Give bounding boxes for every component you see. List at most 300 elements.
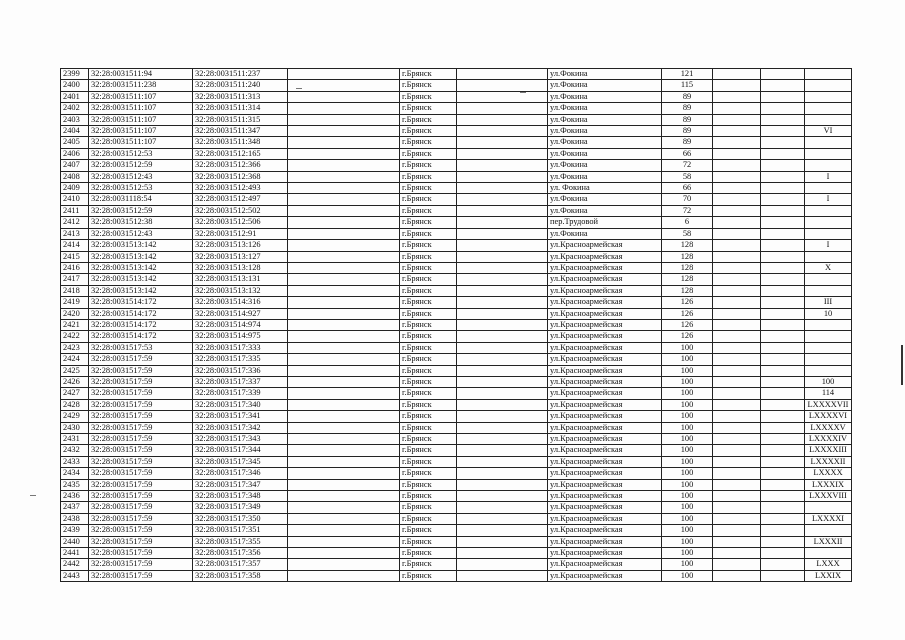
cell-city: г.Брянск	[400, 445, 457, 456]
table-row	[61, 399, 852, 410]
cell-premises-number	[805, 160, 852, 171]
cell-row-number: 2439	[61, 525, 89, 536]
cell-object-cadastral-number: 32:28:0031517:342	[193, 422, 288, 433]
cell-row-number: 2407	[61, 160, 89, 171]
cell-land-cadastral-number: 32:28:0031514:172	[89, 308, 193, 319]
cell-blank-col-c	[713, 148, 761, 159]
cell-blank-col-a	[288, 91, 400, 102]
cell-land-cadastral-number: 32:28:0031511:107	[89, 137, 193, 148]
cell-blank-col-b	[457, 297, 548, 308]
cell-blank-col-b	[457, 274, 548, 285]
cell-land-cadastral-number: 32:28:0031512:59	[89, 160, 193, 171]
cell-blank-col-c	[713, 171, 761, 182]
cell-city: г.Брянск	[400, 114, 457, 125]
cell-premises-number: LXXX	[805, 559, 852, 570]
cell-row-number: 2440	[61, 536, 89, 547]
cell-land-cadastral-number: 32:28:0031511:107	[89, 126, 193, 137]
cell-premises-number	[805, 331, 852, 342]
cell-row-number: 2416	[61, 262, 89, 273]
cell-house-number: 89	[662, 114, 713, 125]
cell-premises-number	[805, 103, 852, 114]
cell-street: ул.Красноармейская	[548, 434, 662, 445]
cell-premises-number: 10	[805, 308, 852, 319]
cell-blank-col-a	[288, 342, 400, 353]
cell-land-cadastral-number: 32:28:0031517:59	[89, 434, 193, 445]
cell-row-number: 2430	[61, 422, 89, 433]
cell-street: ул.Фокина	[548, 205, 662, 216]
table-row	[61, 126, 852, 137]
cell-blank-col-a	[288, 114, 400, 125]
cell-object-cadastral-number: 32:28:0031512:366	[193, 160, 288, 171]
table-row	[61, 513, 852, 524]
table-row	[61, 456, 852, 467]
cell-house-number: 100	[662, 536, 713, 547]
cell-object-cadastral-number: 32:28:0031514:975	[193, 331, 288, 342]
cell-blank-col-b	[457, 388, 548, 399]
cell-row-number: 2413	[61, 228, 89, 239]
cell-land-cadastral-number: 32:28:0031517:59	[89, 468, 193, 479]
cell-row-number: 2414	[61, 240, 89, 251]
cell-street: ул.Красноармейская	[548, 399, 662, 410]
cell-street: ул. Фокина	[548, 183, 662, 194]
cell-house-number: 66	[662, 148, 713, 159]
cell-blank-col-a	[288, 69, 400, 80]
cell-row-number: 2434	[61, 468, 89, 479]
cell-blank-col-a	[288, 376, 400, 387]
cell-premises-number: LXXXII	[805, 536, 852, 547]
cell-premises-number: LXXIX	[805, 570, 852, 581]
cell-house-number: 100	[662, 422, 713, 433]
cell-city: г.Брянск	[400, 502, 457, 513]
cell-city: г.Брянск	[400, 365, 457, 376]
cell-blank-col-c	[713, 354, 761, 365]
cell-blank-col-c	[713, 205, 761, 216]
cell-object-cadastral-number: 32:28:0031517:350	[193, 513, 288, 524]
cell-blank-col-d	[761, 114, 805, 125]
cell-land-cadastral-number: 32:28:0031517:59	[89, 570, 193, 581]
cell-blank-col-a	[288, 148, 400, 159]
cell-city: г.Брянск	[400, 411, 457, 422]
cell-blank-col-a	[288, 399, 400, 410]
cell-blank-col-b	[457, 137, 548, 148]
table-row	[61, 525, 852, 536]
cell-land-cadastral-number: 32:28:0031517:59	[89, 502, 193, 513]
cell-street: ул.Красноармейская	[548, 468, 662, 479]
cell-row-number: 2415	[61, 251, 89, 262]
cell-blank-col-c	[713, 525, 761, 536]
cell-row-number: 2404	[61, 126, 89, 137]
cell-object-cadastral-number: 32:28:0031517:357	[193, 559, 288, 570]
cell-blank-col-b	[457, 548, 548, 559]
cell-blank-col-d	[761, 160, 805, 171]
cell-blank-col-d	[761, 148, 805, 159]
cell-premises-number	[805, 228, 852, 239]
cell-object-cadastral-number: 32:28:0031517:340	[193, 399, 288, 410]
cell-blank-col-c	[713, 570, 761, 581]
cell-object-cadastral-number: 32:28:0031514:974	[193, 319, 288, 330]
cell-street: ул.Красноармейская	[548, 354, 662, 365]
cell-row-number: 2426	[61, 376, 89, 387]
cell-city: г.Брянск	[400, 160, 457, 171]
cell-row-number: 2429	[61, 411, 89, 422]
cell-city: г.Брянск	[400, 228, 457, 239]
cell-object-cadastral-number: 32:28:0031517:347	[193, 479, 288, 490]
cell-premises-number: I	[805, 194, 852, 205]
cell-street: ул.Фокина	[548, 69, 662, 80]
table-row	[61, 468, 852, 479]
cell-house-number: 126	[662, 297, 713, 308]
cell-object-cadastral-number: 32:28:0031511:313	[193, 91, 288, 102]
cell-street: ул.Красноармейская	[548, 479, 662, 490]
cell-blank-col-c	[713, 376, 761, 387]
cell-blank-col-c	[713, 319, 761, 330]
cell-object-cadastral-number: 32:28:0031513:127	[193, 251, 288, 262]
cell-house-number: 100	[662, 468, 713, 479]
cell-house-number: 72	[662, 205, 713, 216]
cell-blank-col-c	[713, 559, 761, 570]
cell-blank-col-d	[761, 354, 805, 365]
cell-blank-col-c	[713, 262, 761, 273]
cell-land-cadastral-number: 32:28:0031517:59	[89, 388, 193, 399]
cell-city: г.Брянск	[400, 126, 457, 137]
cell-blank-col-c	[713, 285, 761, 296]
cell-city: г.Брянск	[400, 103, 457, 114]
cell-blank-col-a	[288, 274, 400, 285]
cell-blank-col-c	[713, 342, 761, 353]
table-row	[61, 548, 852, 559]
cell-blank-col-b	[457, 342, 548, 353]
cell-blank-col-c	[713, 103, 761, 114]
cell-house-number: 100	[662, 479, 713, 490]
cell-blank-col-b	[457, 445, 548, 456]
cell-blank-col-a	[288, 388, 400, 399]
cell-blank-col-c	[713, 297, 761, 308]
cell-city: г.Брянск	[400, 548, 457, 559]
cell-row-number: 2418	[61, 285, 89, 296]
cell-land-cadastral-number: 32:28:0031517:59	[89, 536, 193, 547]
cell-premises-number	[805, 148, 852, 159]
table-row	[61, 251, 852, 262]
table-row	[61, 285, 852, 296]
cell-blank-col-a	[288, 365, 400, 376]
cell-city: г.Брянск	[400, 342, 457, 353]
cell-row-number: 2406	[61, 148, 89, 159]
cell-object-cadastral-number: 32:28:0031517:337	[193, 376, 288, 387]
scan-speck	[520, 92, 526, 93]
cell-object-cadastral-number: 32:28:0031512:502	[193, 205, 288, 216]
cell-blank-col-b	[457, 240, 548, 251]
cell-blank-col-b	[457, 422, 548, 433]
cell-street: ул.Фокина	[548, 194, 662, 205]
cell-house-number: 100	[662, 570, 713, 581]
cell-object-cadastral-number: 32:28:0031513:131	[193, 274, 288, 285]
cell-street: ул.Фокина	[548, 148, 662, 159]
cell-house-number: 100	[662, 548, 713, 559]
cell-blank-col-a	[288, 126, 400, 137]
cell-blank-col-d	[761, 570, 805, 581]
cell-object-cadastral-number: 32:28:0031514:316	[193, 297, 288, 308]
cell-blank-col-c	[713, 468, 761, 479]
table-row	[61, 491, 852, 502]
cell-city: г.Брянск	[400, 205, 457, 216]
cell-land-cadastral-number: 32:28:0031512:43	[89, 171, 193, 182]
cell-blank-col-a	[288, 80, 400, 91]
table-row	[61, 91, 852, 102]
cell-land-cadastral-number: 32:28:0031517:59	[89, 399, 193, 410]
cell-city: г.Брянск	[400, 297, 457, 308]
cell-street: ул.Красноармейская	[548, 456, 662, 467]
cell-house-number: 58	[662, 171, 713, 182]
cell-premises-number: LXXXIX	[805, 479, 852, 490]
cell-blank-col-c	[713, 331, 761, 342]
cell-blank-col-b	[457, 228, 548, 239]
cell-object-cadastral-number: 32:28:0031511:314	[193, 103, 288, 114]
cell-blank-col-c	[713, 548, 761, 559]
cell-street: ул.Фокина	[548, 103, 662, 114]
cell-row-number: 2432	[61, 445, 89, 456]
cell-blank-col-d	[761, 411, 805, 422]
cell-street: ул.Фокина	[548, 137, 662, 148]
cell-house-number: 128	[662, 240, 713, 251]
cell-land-cadastral-number: 32:28:0031511:94	[89, 69, 193, 80]
cell-blank-col-b	[457, 308, 548, 319]
cell-blank-col-b	[457, 217, 548, 228]
cell-blank-col-b	[457, 148, 548, 159]
cell-land-cadastral-number: 32:28:0031514:172	[89, 331, 193, 342]
cell-premises-number: 100	[805, 376, 852, 387]
cell-blank-col-a	[288, 479, 400, 490]
cell-street: ул.Красноармейская	[548, 559, 662, 570]
cell-blank-col-b	[457, 411, 548, 422]
cell-blank-col-b	[457, 434, 548, 445]
cell-blank-col-d	[761, 240, 805, 251]
cell-house-number: 100	[662, 399, 713, 410]
cell-blank-col-a	[288, 525, 400, 536]
cell-house-number: 100	[662, 502, 713, 513]
cell-blank-col-c	[713, 308, 761, 319]
cell-house-number: 100	[662, 342, 713, 353]
cell-object-cadastral-number: 32:28:0031512:368	[193, 171, 288, 182]
cell-blank-col-b	[457, 80, 548, 91]
cell-blank-col-a	[288, 262, 400, 273]
cell-object-cadastral-number: 32:28:0031517:351	[193, 525, 288, 536]
scan-edge-mark	[901, 345, 903, 385]
cell-blank-col-a	[288, 297, 400, 308]
cell-house-number: 89	[662, 91, 713, 102]
table-row	[61, 240, 852, 251]
cell-blank-col-c	[713, 274, 761, 285]
cell-blank-col-b	[457, 205, 548, 216]
cell-street: пер.Трудовой	[548, 217, 662, 228]
cell-land-cadastral-number: 32:28:0031517:59	[89, 548, 193, 559]
cell-blank-col-c	[713, 114, 761, 125]
cell-house-number: 100	[662, 411, 713, 422]
cell-premises-number: X	[805, 262, 852, 273]
cell-blank-col-b	[457, 536, 548, 547]
table-row	[61, 262, 852, 273]
cell-city: г.Брянск	[400, 240, 457, 251]
cell-city: г.Брянск	[400, 479, 457, 490]
registry-body	[61, 69, 852, 582]
table-row	[61, 388, 852, 399]
cell-blank-col-c	[713, 160, 761, 171]
cell-land-cadastral-number: 32:28:0031513:142	[89, 274, 193, 285]
cell-blank-col-a	[288, 194, 400, 205]
cell-blank-col-d	[761, 513, 805, 524]
cell-land-cadastral-number: 32:28:0031513:142	[89, 240, 193, 251]
cell-land-cadastral-number: 32:28:0031517:59	[89, 491, 193, 502]
cell-blank-col-b	[457, 559, 548, 570]
cell-street: ул.Красноармейская	[548, 308, 662, 319]
cell-land-cadastral-number: 32:28:0031511:107	[89, 103, 193, 114]
cell-premises-number	[805, 69, 852, 80]
cell-blank-col-d	[761, 342, 805, 353]
cell-house-number: 100	[662, 525, 713, 536]
table-row	[61, 194, 852, 205]
cell-blank-col-d	[761, 91, 805, 102]
cell-city: г.Брянск	[400, 251, 457, 262]
cell-blank-col-d	[761, 285, 805, 296]
cell-object-cadastral-number: 32:28:0031512:506	[193, 217, 288, 228]
cell-blank-col-b	[457, 194, 548, 205]
cell-city: г.Брянск	[400, 399, 457, 410]
cell-object-cadastral-number: 32:28:0031517:336	[193, 365, 288, 376]
table-row	[61, 502, 852, 513]
cell-blank-col-d	[761, 205, 805, 216]
cell-row-number: 2428	[61, 399, 89, 410]
cell-house-number: 128	[662, 262, 713, 273]
cell-street: ул.Красноармейская	[548, 536, 662, 547]
scan-speck	[296, 88, 302, 89]
cell-blank-col-a	[288, 536, 400, 547]
cell-row-number: 2410	[61, 194, 89, 205]
cell-blank-col-c	[713, 183, 761, 194]
cell-blank-col-b	[457, 525, 548, 536]
cell-blank-col-a	[288, 228, 400, 239]
cell-row-number: 2401	[61, 91, 89, 102]
cell-city: г.Брянск	[400, 171, 457, 182]
cell-blank-col-a	[288, 354, 400, 365]
cell-city: г.Брянск	[400, 80, 457, 91]
cell-blank-col-a	[288, 502, 400, 513]
cell-blank-col-b	[457, 114, 548, 125]
cell-object-cadastral-number: 32:28:0031517:345	[193, 456, 288, 467]
cell-object-cadastral-number: 32:28:0031517:339	[193, 388, 288, 399]
cell-house-number: 128	[662, 251, 713, 262]
cell-row-number: 2425	[61, 365, 89, 376]
cell-premises-number	[805, 319, 852, 330]
cell-row-number: 2437	[61, 502, 89, 513]
cell-land-cadastral-number: 32:28:0031517:59	[89, 525, 193, 536]
cell-row-number: 2419	[61, 297, 89, 308]
cell-city: г.Брянск	[400, 422, 457, 433]
cell-blank-col-b	[457, 365, 548, 376]
cell-street: ул.Красноармейская	[548, 491, 662, 502]
cell-blank-col-b	[457, 319, 548, 330]
cell-premises-number: LXXXXV	[805, 422, 852, 433]
cell-house-number: 70	[662, 194, 713, 205]
cell-blank-col-b	[457, 69, 548, 80]
cell-street: ул.Красноармейская	[548, 570, 662, 581]
cell-blank-col-a	[288, 240, 400, 251]
cell-blank-col-c	[713, 399, 761, 410]
cell-land-cadastral-number: 32:28:0031511:107	[89, 114, 193, 125]
cell-house-number: 89	[662, 103, 713, 114]
cell-house-number: 126	[662, 331, 713, 342]
cell-blank-col-a	[288, 285, 400, 296]
cell-row-number: 2427	[61, 388, 89, 399]
cell-land-cadastral-number: 32:28:0031517:59	[89, 513, 193, 524]
cell-premises-number	[805, 274, 852, 285]
cell-street: ул.Фокина	[548, 114, 662, 125]
cell-blank-col-d	[761, 274, 805, 285]
cell-object-cadastral-number: 32:28:0031512:493	[193, 183, 288, 194]
cell-street: ул.Красноармейская	[548, 422, 662, 433]
cell-object-cadastral-number: 32:28:0031513:128	[193, 262, 288, 273]
cell-blank-col-c	[713, 228, 761, 239]
cell-street: ул.Красноармейская	[548, 365, 662, 376]
cell-blank-col-d	[761, 491, 805, 502]
cell-street: ул.Красноармейская	[548, 251, 662, 262]
cell-row-number: 2442	[61, 559, 89, 570]
cell-house-number: 128	[662, 274, 713, 285]
cell-street: ул.Фокина	[548, 91, 662, 102]
cell-premises-number	[805, 365, 852, 376]
table-row	[61, 376, 852, 387]
cell-row-number: 2408	[61, 171, 89, 182]
cell-blank-col-c	[713, 502, 761, 513]
cell-blank-col-d	[761, 183, 805, 194]
property-registry-table	[60, 68, 852, 582]
cell-row-number: 2405	[61, 137, 89, 148]
cell-land-cadastral-number: 32:28:0031517:59	[89, 365, 193, 376]
cell-object-cadastral-number: 32:28:0031517:358	[193, 570, 288, 581]
cell-blank-col-b	[457, 91, 548, 102]
cell-street: ул.Красноармейская	[548, 411, 662, 422]
cell-house-number: 89	[662, 137, 713, 148]
cell-blank-col-b	[457, 399, 548, 410]
cell-land-cadastral-number: 32:28:0031517:59	[89, 445, 193, 456]
cell-blank-col-d	[761, 456, 805, 467]
cell-row-number: 2411	[61, 205, 89, 216]
cell-street: ул.Фокина	[548, 171, 662, 182]
cell-blank-col-a	[288, 422, 400, 433]
cell-blank-col-a	[288, 548, 400, 559]
cell-blank-col-a	[288, 445, 400, 456]
cell-blank-col-c	[713, 479, 761, 490]
cell-object-cadastral-number: 32:28:0031517:343	[193, 434, 288, 445]
cell-row-number: 2421	[61, 319, 89, 330]
cell-blank-col-a	[288, 570, 400, 581]
cell-blank-col-b	[457, 468, 548, 479]
cell-premises-number	[805, 137, 852, 148]
cell-premises-number	[805, 80, 852, 91]
cell-premises-number	[805, 525, 852, 536]
cell-blank-col-d	[761, 171, 805, 182]
cell-city: г.Брянск	[400, 491, 457, 502]
cell-city: г.Брянск	[400, 308, 457, 319]
cell-premises-number: III	[805, 297, 852, 308]
cell-blank-col-b	[457, 570, 548, 581]
cell-street: ул.Фокина	[548, 160, 662, 171]
cell-blank-col-d	[761, 399, 805, 410]
cell-city: г.Брянск	[400, 285, 457, 296]
cell-blank-col-c	[713, 536, 761, 547]
table-row	[61, 80, 852, 91]
cell-land-cadastral-number: 32:28:0031517:59	[89, 456, 193, 467]
cell-house-number: 58	[662, 228, 713, 239]
cell-premises-number: LXXXXIV	[805, 434, 852, 445]
